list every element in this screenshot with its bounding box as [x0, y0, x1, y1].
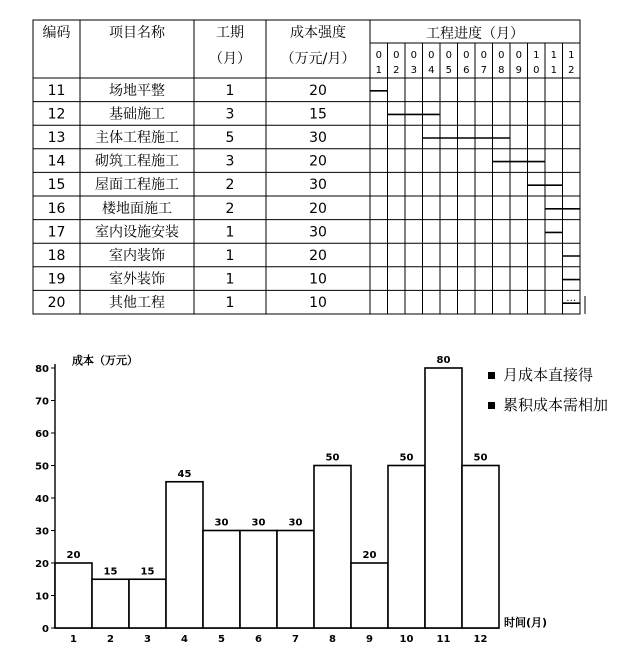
row-name: 场地平整	[109, 82, 165, 99]
month-digit-top: 0	[480, 50, 487, 61]
month-digit-bottom: 1	[375, 65, 382, 76]
row-code: 20	[47, 295, 66, 312]
month-digit-top: 0	[375, 50, 382, 61]
month-digit-top: 0	[445, 50, 452, 61]
month-digit-bottom: 3	[410, 65, 417, 76]
row-code: 19	[47, 271, 66, 288]
month-digit-bottom: 4	[428, 65, 435, 76]
month-digit-top: 0	[498, 50, 505, 61]
row-intensity: 20	[309, 248, 327, 264]
x-tick-label: 4	[181, 634, 188, 645]
month-digit-bottom: 2	[393, 65, 400, 76]
row-code: 15	[47, 177, 66, 194]
row-intensity: 30	[309, 130, 327, 146]
y-tick-label: 0	[42, 624, 49, 635]
row-intensity: 20	[309, 153, 327, 170]
x-tick-label: 10	[399, 634, 414, 645]
month-digit-top: 0	[410, 50, 417, 61]
month-digit-bottom: 5	[445, 65, 452, 76]
bar-value-label: 20	[362, 550, 377, 561]
y-tick-label: 20	[35, 559, 49, 570]
header-intensity: 成本强度	[290, 25, 346, 41]
bar-value-label: 50	[325, 452, 340, 464]
row-duration: 2	[225, 200, 235, 217]
header-duration-unit: （月）	[209, 51, 251, 67]
row-code: 18	[47, 248, 66, 264]
month-digit-bottom: 8	[498, 65, 505, 76]
row-name: 室内设施安装	[95, 224, 179, 241]
bar	[166, 482, 203, 628]
bar-value-label: 30	[214, 517, 229, 529]
row-intensity: 30	[309, 177, 327, 194]
row-name: 楼地面施工	[102, 200, 172, 217]
row-duration: 2	[225, 177, 235, 194]
row-code: 12	[47, 106, 66, 123]
y-tick-label: 80	[35, 364, 49, 375]
month-digit-bottom: 7	[480, 65, 487, 76]
row-name: 其他工程	[109, 295, 165, 312]
gantt-ellipsis: …	[566, 293, 577, 305]
month-digit-bottom: 9	[515, 65, 522, 76]
row-code: 14	[47, 153, 66, 170]
bar	[314, 466, 351, 629]
legend-label: 月成本直接得	[503, 366, 594, 384]
row-duration: 5	[225, 130, 235, 146]
bar	[462, 466, 499, 629]
month-digit-top: 1	[568, 50, 575, 61]
y-tick-label: 70	[35, 396, 49, 408]
row-code: 13	[47, 130, 66, 146]
cost-chart	[0, 340, 637, 651]
month-digit-top: 0	[515, 50, 522, 61]
legend-label: 累积成本需相加	[503, 396, 609, 414]
header-duration: 工期	[216, 25, 244, 41]
cost-chart-svg	[0, 340, 637, 647]
legend-marker	[488, 402, 495, 409]
header-name: 项目名称	[109, 25, 165, 41]
month-digit-bottom: 2	[568, 65, 575, 76]
header-code: 编码	[42, 25, 71, 41]
bar	[203, 531, 240, 629]
y-tick-label: 40	[35, 494, 49, 505]
x-tick-label: 2	[107, 634, 114, 645]
x-tick-label: 5	[218, 634, 225, 645]
month-digit-bottom: 1	[550, 65, 557, 76]
bar-value-label: 50	[473, 452, 488, 464]
row-intensity: 20	[309, 200, 327, 217]
month-digit-bottom: 0	[533, 65, 540, 76]
y-tick-label: 60	[35, 429, 49, 440]
x-tick-label: 8	[329, 634, 336, 645]
x-axis-title: 时间(月)	[504, 616, 548, 629]
row-name: 砌筑工程施工	[95, 153, 179, 170]
y-tick-label: 10	[35, 591, 49, 603]
row-code: 16	[47, 200, 66, 217]
row-duration: 1	[225, 224, 235, 241]
row-name: 主体工程施工	[95, 130, 179, 146]
x-tick-label: 6	[255, 634, 262, 645]
month-digit-bottom: 6	[463, 65, 470, 76]
row-code: 11	[47, 82, 66, 99]
x-tick-label: 7	[292, 634, 299, 645]
bar-value-label: 45	[177, 468, 192, 480]
header-progress: 工程进度（月）	[426, 26, 524, 42]
bar-value-label: 80	[436, 355, 451, 366]
row-duration: 1	[225, 82, 235, 99]
row-duration: 1	[225, 271, 235, 288]
row-name: 室外装饰	[109, 271, 165, 288]
x-tick-label: 11	[436, 634, 451, 645]
y-tick-label: 50	[35, 461, 49, 473]
bar	[55, 563, 92, 628]
bar	[351, 563, 388, 628]
row-name: 室内装饰	[109, 248, 165, 264]
y-axis-title: 成本（万元）	[72, 354, 138, 367]
y-tick-label: 30	[35, 526, 49, 538]
row-duration: 3	[225, 153, 235, 170]
month-digit-top: 1	[550, 50, 557, 61]
row-duration: 1	[225, 248, 235, 264]
bar	[92, 579, 129, 628]
row-duration: 3	[225, 106, 235, 123]
x-tick-label: 9	[366, 634, 373, 645]
bar	[388, 466, 425, 629]
month-digit-top: 0	[428, 50, 435, 61]
month-digit-top: 1	[533, 50, 540, 61]
month-digit-top: 0	[463, 50, 470, 61]
row-intensity: 20	[309, 82, 327, 99]
x-tick-label: 12	[473, 634, 488, 645]
row-code: 17	[47, 224, 66, 241]
header-intensity-unit: （万元/月）	[280, 51, 356, 67]
x-tick-label: 3	[144, 634, 151, 645]
row-intensity: 10	[309, 295, 327, 312]
bar	[277, 531, 314, 629]
bar-value-label: 50	[399, 452, 414, 464]
x-tick-label: 1	[70, 634, 77, 645]
row-intensity: 10	[309, 271, 327, 288]
bar-value-label: 15	[140, 566, 155, 578]
bar-value-label: 15	[103, 566, 118, 578]
row-duration: 1	[225, 295, 235, 312]
row-intensity: 30	[309, 224, 327, 241]
row-name: 基础施工	[109, 106, 165, 123]
bar	[425, 368, 462, 628]
bar-value-label: 30	[288, 517, 303, 529]
bar	[240, 531, 277, 629]
legend-marker	[488, 372, 495, 379]
bar-value-label: 30	[251, 517, 266, 529]
row-name: 屋面工程施工	[95, 177, 179, 194]
bar-value-label: 20	[66, 550, 81, 561]
row-intensity: 15	[309, 106, 327, 123]
month-digit-top: 0	[393, 50, 400, 61]
bar	[129, 579, 166, 628]
